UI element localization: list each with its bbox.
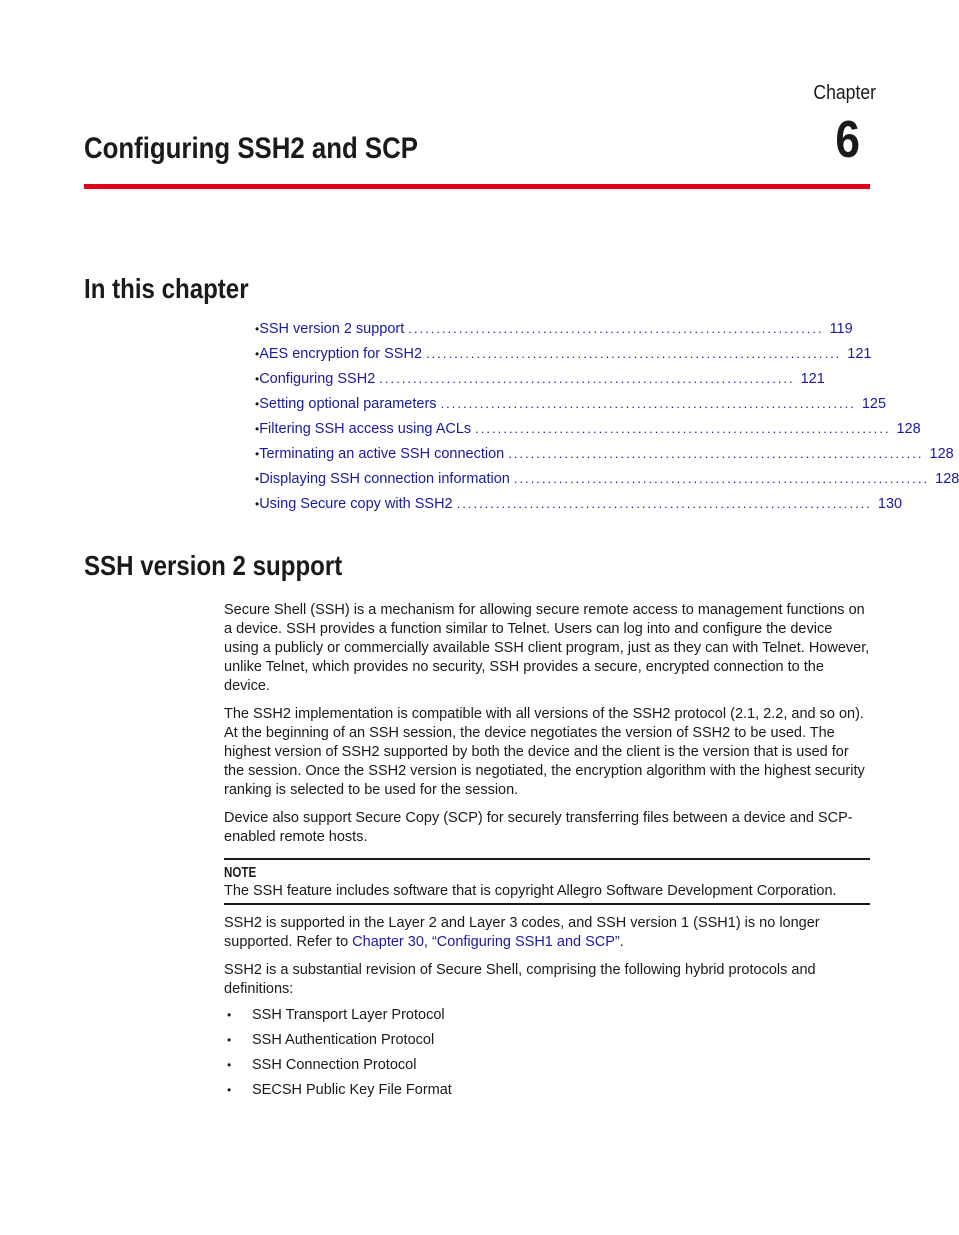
- note-text: The SSH feature includes software that is copyright Allegro Software Development Corporation.: [224, 883, 837, 899]
- toc-leader-dots: ..........................................................................: [426, 346, 842, 361]
- toc-leader-dots: ..........................................................................: [456, 496, 872, 511]
- list-item-text: SSH Transport Layer Protocol: [252, 1007, 445, 1023]
- paragraph: The SSH2 implementation is compatible with all versions of the SSH2 protocol (2.1, 2.2, and so on). At the beginning of an SSH session, the device negotiates the version of SSH2 to be used. The highest version of SSH2 supported by both the device and the client is the version that is used for the session. Once the SSH2 version is negotiated, the encryption algorithm with the highest security ranking is selected to be used for the session.: [224, 706, 865, 798]
- list-item: [224, 1082, 452, 1107]
- list-item: [224, 1057, 452, 1082]
- paragraph: Secure Shell (SSH) is a mechanism for allowing secure remote access to management functions on a device. SSH provides a function similar to Telnet. Users can log into and configure the device using a publicly or commercially available SSH client program, just as they can with Telnet. However, unlike Telnet, which provides no security, SSH provides a secure, encrypted connection to the device.: [224, 602, 870, 694]
- toc-list: [255, 321, 959, 521]
- toc-item-label[interactable]: Filtering SSH access using ACLs: [259, 421, 472, 437]
- toc-item-page[interactable]: 128: [935, 471, 959, 487]
- section-heading: SSH version 2 support: [84, 550, 343, 581]
- toc-item[interactable]: [255, 321, 853, 346]
- bullet-icon: •: [255, 497, 260, 511]
- paragraph: SSH2 is a substantial revision of Secure Shell, comprising the following hybrid protocols and definitions:: [224, 962, 816, 997]
- toc-item-label[interactable]: Using Secure copy with SSH2: [259, 496, 453, 512]
- toc-item-label[interactable]: Terminating an active SSH connection: [259, 446, 505, 462]
- toc-item-page[interactable]: 121: [847, 346, 872, 362]
- list-item: [224, 1032, 452, 1057]
- toc-item-label[interactable]: Displaying SSH connection information: [259, 471, 510, 487]
- chapter-label: Chapter: [813, 82, 876, 104]
- toc-item-page[interactable]: 125: [861, 396, 887, 412]
- bullet-icon: •: [255, 422, 260, 436]
- bullet-icon: •: [227, 1058, 232, 1072]
- toc-item[interactable]: [255, 371, 825, 396]
- toc-item[interactable]: [255, 471, 959, 496]
- toc-leader-dots: ..........................................................................: [475, 421, 891, 436]
- note-label: NOTE: [224, 865, 257, 881]
- toc-leader-dots: ..........................................................................: [508, 446, 924, 461]
- bullet-icon: •: [255, 347, 260, 361]
- bullet-icon: •: [255, 447, 260, 461]
- toc-leader-dots: ..........................................................................: [440, 396, 856, 411]
- toc-item[interactable]: [255, 446, 954, 471]
- toc-item[interactable]: [255, 396, 887, 421]
- title-rule: [84, 184, 870, 189]
- bullet-icon: •: [227, 1033, 232, 1047]
- toc-item-page[interactable]: 128: [929, 446, 954, 462]
- toc-item[interactable]: [255, 496, 903, 521]
- toc-heading: In this chapter: [84, 273, 249, 304]
- toc-item-page[interactable]: 128: [896, 421, 921, 437]
- bullet-icon: •: [255, 372, 260, 386]
- paragraph-text: SSH2 is supported in the Layer 2 and Layer 3 codes, and SSH version 1 (SSH1) is no longer supported. Refer to: [224, 915, 820, 950]
- chapter-number: 6: [835, 111, 860, 169]
- note-box: [224, 858, 870, 905]
- list-item-text: SECSH Public Key File Format: [252, 1082, 452, 1098]
- paragraph: [224, 914, 870, 952]
- toc-item-label[interactable]: Configuring SSH2: [259, 371, 376, 387]
- chapter-30-link[interactable]: Chapter 30, “Configuring SSH1 and SCP”: [352, 934, 620, 950]
- section-body: [224, 601, 870, 856]
- protocol-list: [224, 1007, 452, 1107]
- toc-item[interactable]: [255, 421, 921, 446]
- toc-leader-dots: ..........................................................................: [513, 471, 930, 486]
- list-item: [224, 1007, 452, 1032]
- toc-leader-dots: ..........................................................................: [408, 321, 824, 336]
- toc-item-label[interactable]: SSH version 2 support: [259, 321, 405, 337]
- toc-leader-dots: ..........................................................................: [379, 371, 795, 386]
- bullet-icon: •: [255, 472, 260, 486]
- section-body-continued: [224, 914, 870, 1008]
- bullet-icon: •: [227, 1008, 232, 1022]
- toc-item-page[interactable]: 119: [829, 321, 853, 337]
- bullet-icon: •: [227, 1083, 232, 1097]
- toc-item-label[interactable]: AES encryption for SSH2: [259, 346, 423, 362]
- bullet-icon: •: [255, 322, 260, 336]
- chapter-title: Configuring SSH2 and SCP: [84, 132, 418, 165]
- toc-item[interactable]: [255, 346, 872, 371]
- list-item-text: SSH Connection Protocol: [252, 1057, 417, 1073]
- list-item-text: SSH Authentication Protocol: [252, 1032, 435, 1048]
- toc-item-label[interactable]: Setting optional parameters: [259, 396, 437, 412]
- paragraph: Device also support Secure Copy (SCP) for securely transferring files between a device and SCP-enabled remote hosts.: [224, 810, 853, 845]
- toc-item-page[interactable]: 130: [877, 496, 903, 512]
- bullet-icon: •: [255, 397, 260, 411]
- paragraph-text: .: [619, 934, 624, 950]
- toc-item-page[interactable]: 121: [800, 371, 825, 387]
